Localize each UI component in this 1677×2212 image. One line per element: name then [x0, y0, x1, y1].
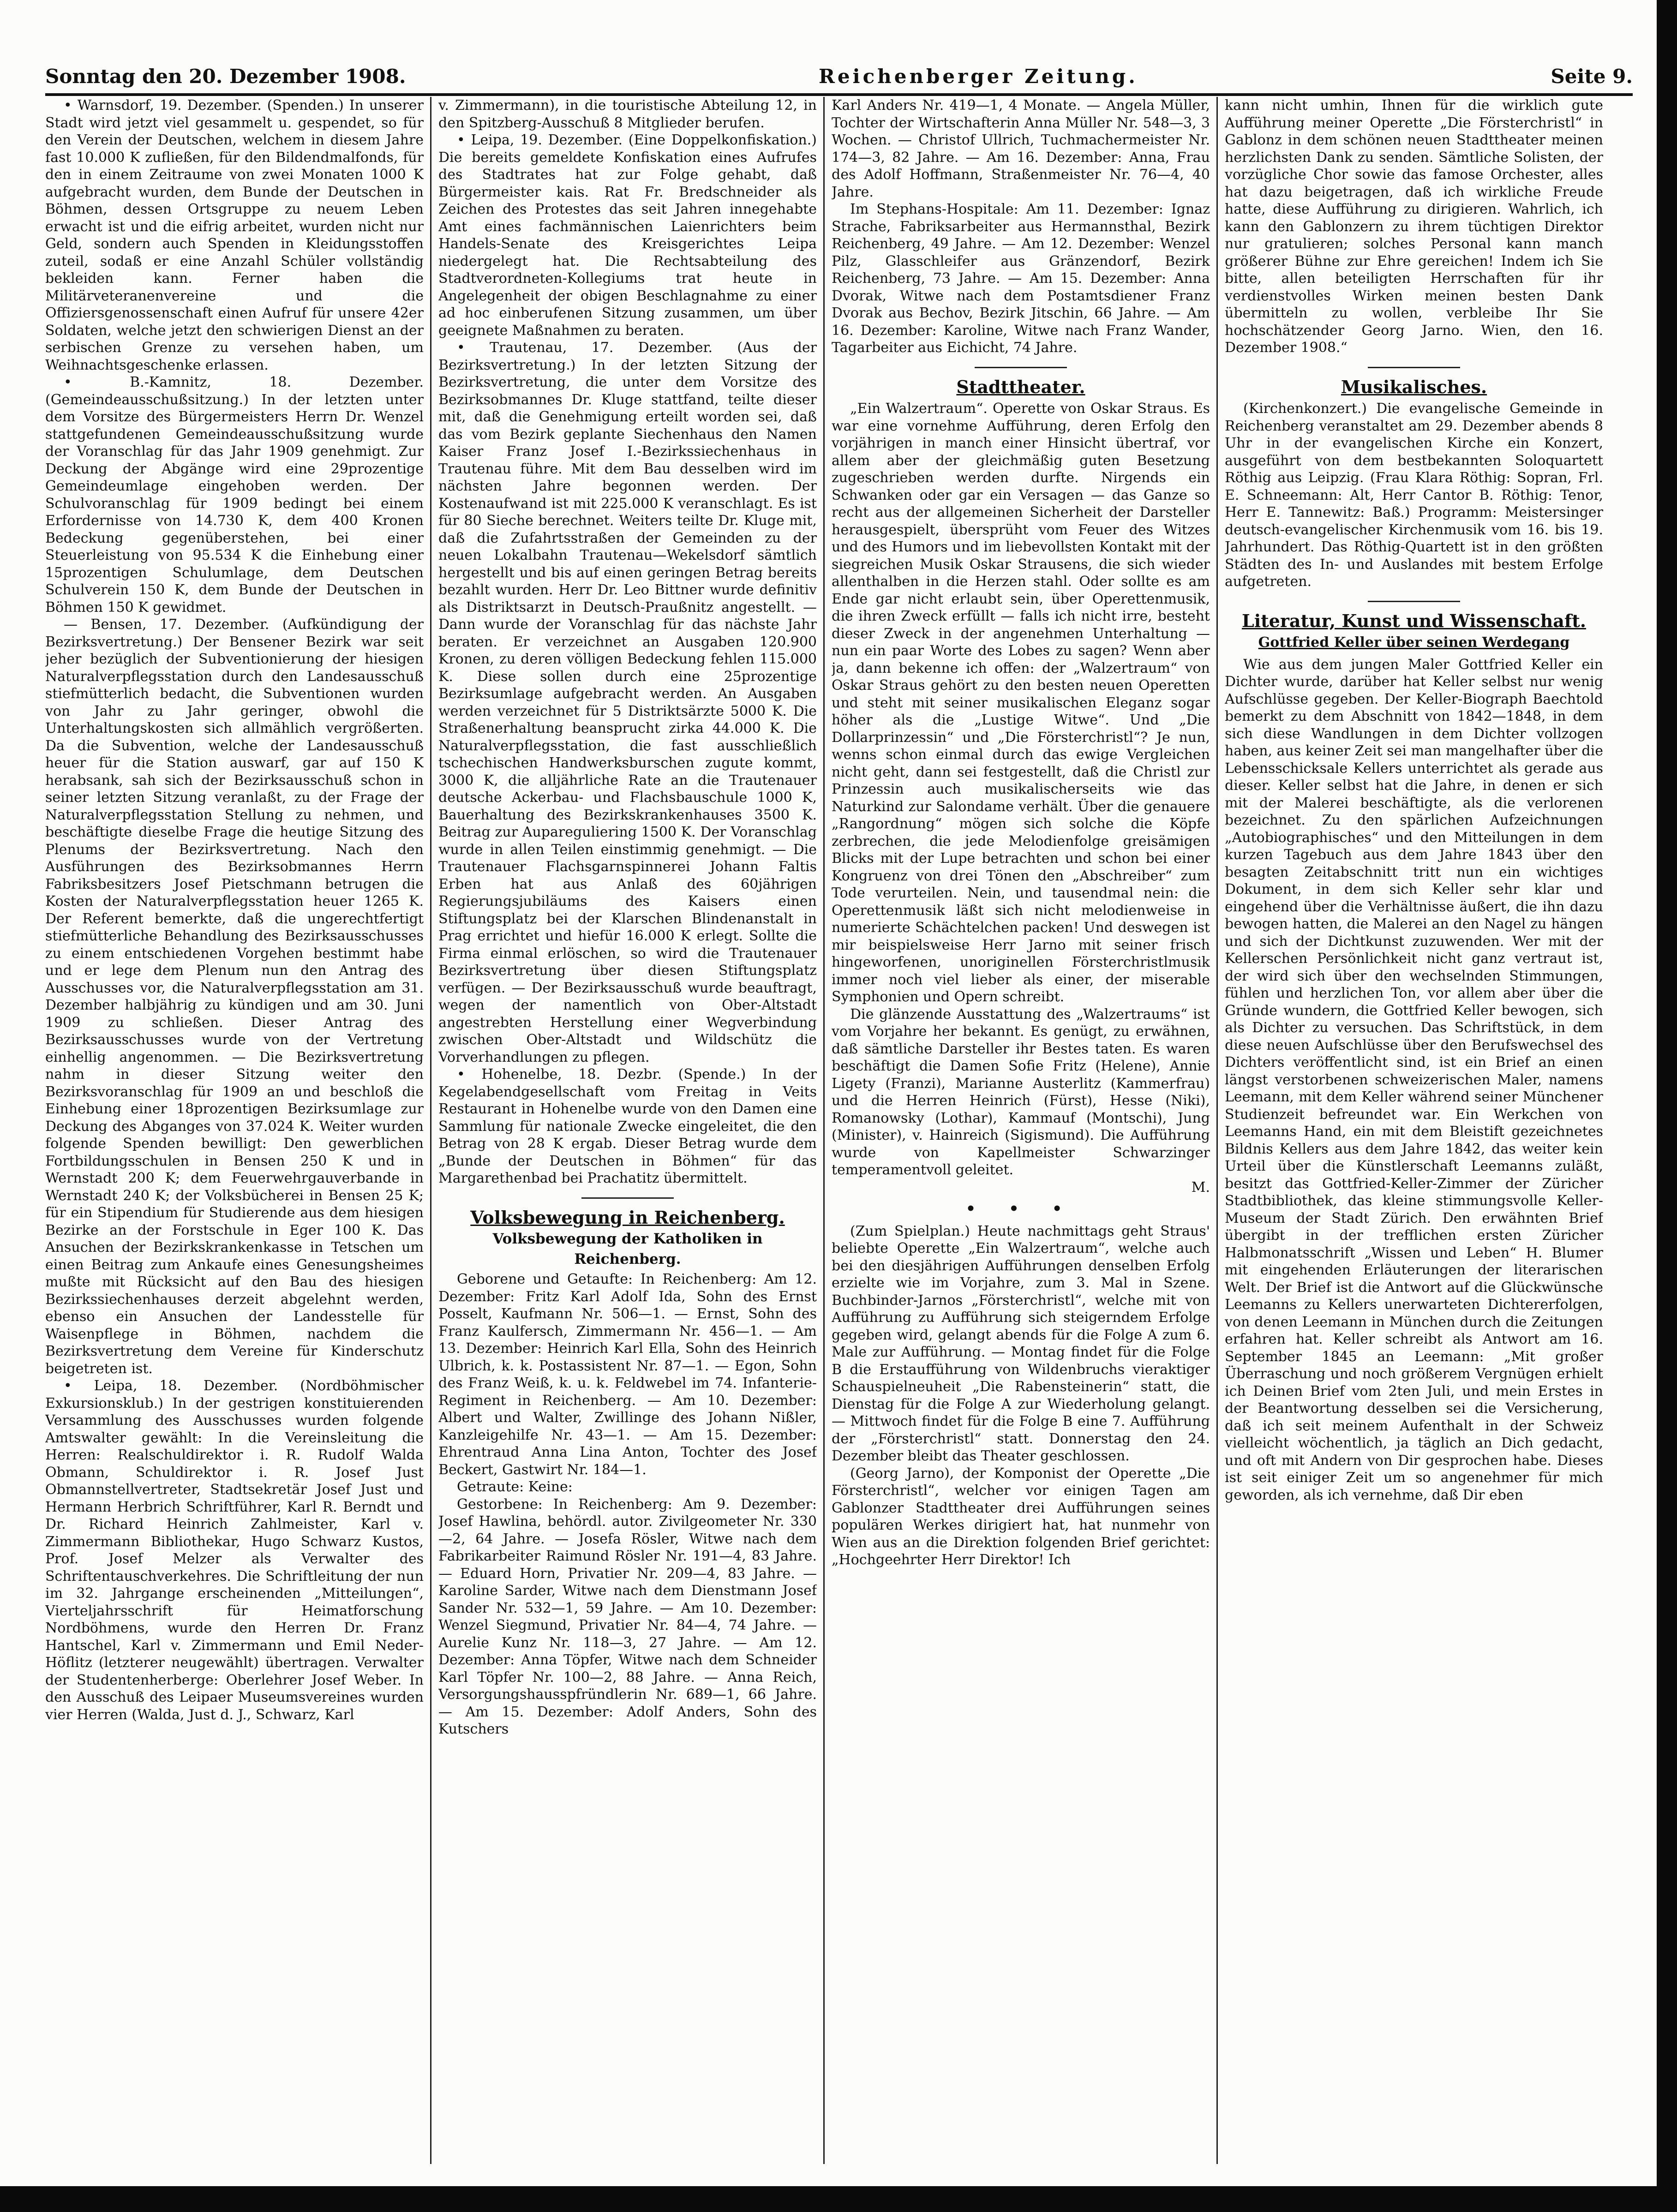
section-subtitle-reichenberg: Reichenberg. — [574, 1250, 681, 1267]
column-2 — [438, 97, 817, 2164]
section-divider — [1368, 601, 1460, 602]
section-divider — [975, 367, 1067, 368]
volks-geborene: Geborene und Getaufte: In Reichenberg: Am 12. Dezember: Fritz Karl Adolf Ida, Sohn des Ernst Posselt, Kaufmann Nr. 506—1. — Ernst, Sohn des Franz Kaulfersch, Zimmermann Nr. 456—1. — Am 13. Dezember: Heinrich Karl Ella, Sohn des Heinrich Ulbrich, k. k. Postassistent Nr. 87—1. — Egon, Sohn des Franz Weiß, k. u. k. Feldwebel im 74. Infanterie-Regiment in Reichenberg. — Am 10. Dezember: Albert und Walter, Zwillinge des Johann Nißler, Kanzleigehilfe Nr. 43—1. — Am 15. Dezember: Ehrentraud Anna Lina Anton, Tochter des Josef Beckert, Gastwirt Nr. 184—1. — [438, 1271, 817, 1478]
jarno-letter-continued: kann nicht umhin, Ihnen für die wirklich gute Aufführung meiner Operette „Die Försterchristl“ in Gablonz in dem schönen neuen Stadttheater meinen herzlichsten Dank zu senden. Sämtliche Solisten, der vorzügliche Chor sowie das famose Orchester, alles hat dazu beigetragen, daß ich wirkliche Freude hatte, diese Aufführung zu dirigieren. Wahrlich, ich kann den Gablonzern zu ihrem tüchtigen Direktor nur gratulieren; solches Personal kann manch größerer Bühne zur Ehre gereichen! Indem ich Sie bitte, allen beteiligten Herrschaften für ihr verdienstvolles Wirken meinen besten Dank übermitteln zu wollen, verbleibe Ihr Sie hochschätzender Georg Jarno. Wien, den 16. Dezember 1908.“ — [1225, 97, 1603, 356]
theater-cast: Die glänzende Ausstattung des „Walzertraums“ ist vom Vorjahre her bekannt. Es genügt, zu erwähnen, daß sämtliche Darsteller ihr Bestes taten. Es waren beschäftigt die Damen Sofie Fritz (Helene), Annie Ligety (Franzi), Marianne Austerlitz (Kammerfrau) und die Herren Heinrich (Fürst), Hesse (Niki), Romanowsky (Lothar), Kammauf (Montschi), Jung (Minister), v. Hainreich (Sigismund). Die Aufführung wurde von Kapellmeister Schwarzinger temperamentvoll geleitet. — [832, 1006, 1210, 1178]
section-subtitle-katholiken: Volksbewegung der Katholiken in — [492, 1231, 763, 1247]
header-masthead: Reichenberger Zeitung. — [819, 65, 1138, 88]
column-divider — [430, 97, 431, 2164]
scan-border-right — [1657, 0, 1677, 2212]
column-3 — [832, 97, 1210, 2164]
section-title-musikalisches: Musikalisches. — [1341, 376, 1487, 397]
header-rule — [45, 93, 1633, 96]
theater-georg-jarno: (Georg Jarno), der Komponist der Operette „Die Försterchristl“, welcher vor einigen Tagen am Gablonzer Stadttheater drei Aufführungen seines populären Werkes dirigiert hat, hat nunmehr von Wien aus an die Direktion folgenden Brief gerichtet: „Hochgeehrter Herr Direktor! Ich — [832, 1465, 1210, 1568]
article-bensen: — Bensen, 17. Dezember. (Aufkündigung der Bezirksvertretung.) Der Bensener Bezirk war seit jeher bezüglich der Subventionierung der hiesigen Naturalverpflegsstation durch den Landesausschuß stiefmütterlich bedacht, die Subventionen wurden von Jahr zu Jahr geringer, obwohl die Unterhaltungskosten sich allmählich vergrößerten. Da die Subvention, welche der Landesausschuß heuer für die Station auswarf, gar auf 150 K herabsank, sah sich der Bezirksausschuß schon in seiner letzten Sitzung veranlaßt, zu der Frage der Naturalverpflegsstation Stellung zu nehmen, und beschäftigte dieselbe Frage die heutige Sitzung des Plenums der Bezirksvertretung. Nach den Ausführungen des Bezirksobmannes Herrn Fabriksbesitzers Josef Pietschmann betrugen die Kosten der Naturalverpflegsstation heuer 1265 K. Der Referent bemerkte, daß die ungerechtfertigt stiefmütterliche Behandlung des Bezirksausschusses zu einem entschiedenen Vorgehen bestimmt habe und er lege dem Plenum nun den Antrag des Ausschusses vor, die Naturalverpflegsstation am 31. Dezember halbjährig zu kündigen und am 30. Juni 1909 zu schließen. Dieser Antrag des Bezirksausschusses wurde von der Vertretung einhellig angenommen. — Die Bezirksvertretung nahm in dieser Sitzung weiter den Bezirksvoranschlag für 1909 an und beschloß die Einhebung einer 18prozentigen Bezirksumlage zur Deckung des Abganges von 37.024 K. Weiter wurden folgende Spenden bewilligt: Den gewerblichen Fortbildungsschulen in Bensen 250 K und in Wernstadt 200 K; dem Feuerwehrgauverbande in Wernstadt 240 K; der Volksbücherei in Bensen 25 K; für ein Stipendium für Studierende aus dem hiesigen Bezirke an der Forstschule in Eger 100 K. Das Ansuchen der Bezirkskrankenkasse in Tetschen um einen Beitrag zum Ankaufe eines Genesungsheimes mußte mit Rücksicht auf den Bau des hiesigen Bezirkssiechenhauses derzeit abgelehnt werden, ebenso ein Ansuchen der Landesstelle für Waisenpflege in Böhmen, nachdem die Bezirksvertretung dem Vereine für Kinderschutz beigetreten ist. — [45, 616, 424, 1377]
literatur-keller-article: Wie aus dem jungen Maler Gottfried Keller ein Dichter wurde, darüber hat Keller selbst nur wenig Aufschlüsse gegeben. Der Keller-Biograph Baechtold bemerkt zu dem Abschnitt von 1842—1848, in dem sich diese Wandlungen in dem Dichter vollzogen haben, aus keiner Zeit sei man mangelhafter über die Lebensschicksale Kellers unterrichtet als gerade aus dieser. Keller selbst hat die Jahre, in denen er sich mit der Malerei beschäftigte, als die verlorenen bezeichnet. Zu den spärlichen Aufzeichnungen „Autobiographisches“ und den Mitteilungen in dem kurzen Tagebuch aus dem Jahre 1843 über den besagten Zeitabschnitt tritt nun ein wichtiges Dokument, in dem sich Keller sehr klar und eingehend über die Verhältnisse äußert, die ihn dazu bewogen hatten, die Malerei an den Nagel zu hängen und sich der Dichtkunst zuzuwenden. Wer mit der Kellerschen Persönlichkeit nicht ganz vertraut ist, der wird sich über den wechselnden Stimmungen, fühlen und herzlichen Ton, vor allem aber über die Gründe wundern, die Gottfried Keller bewogen, sich als Dichter zu versuchen. Das Schriftstück, in dem diese neuen Aufschlüsse über den Berufswechsel des Dichters veröffentlicht sind, ist ein Brief an einen längst verstorbenen schweizerischen Maler, namens Leemann, mit dem Keller während seiner Münchener Studienzeit befreundet war. Ein Werkchen von Leemanns Hand, ein mit dem Bleistift gezeichnetes Bildnis Kellers aus dem Jahre 1842, das weiter kein Urteil über die Künstlerschaft Leemanns zuläßt, besitzt das Gottfried-Keller-Zimmer der Züricher Stadtbibliothek, das kleine stimmungsvolle Keller-Museum der Stadt Zürich. Den erwähnten Brief übergibt in der trefflichen ersten Züricher Halbmonatsschrift „Wissen und Leben“ H. Blumer mit eingehenden Erläuterungen der literarischen Welt. Der Brief ist die Antwort auf die Glückwünsche Leemanns zu Kellers unerwarteten Dichtererfolgen, von denen Leemann in München durch die Zeitungen erfahren hat. Keller schreibt als Antwort am 16. September 1845 an Leemann: „Mit großer Überraschung und noch größerem Vergnügen erhielt ich Deinen Brief vom 2ten Juli, und mein Erstes in der Beantwortung desselben sei die Versicherung, daß ich seit meinem Aufenthalt in der Schweiz vielleicht wöchentlich, ja täglich an Dich gedacht, und oft mit Andern von Dir gesprochen habe. Dieses ist seit einiger Zeit um so angenehmer für mich geworden, als ich vernehme, daß Dir eben — [1225, 656, 1603, 1503]
article-leipa-konfiskation: • Leipa, 19. Dezember. (Eine Doppelkonfiskation.) Die bereits gemeldete Konfiskation eines Aufrufes des Stadtrates hat zur Folge gehabt, daß Bürgermeister kais. Rat Fr. Bredschneider als Zeichen des Protestes das seit Jahren innegehabte Amt eines fachmännischen Laienrichters beim Handels-Senate des Kreisgerichtes Leipa niedergelegt hat. Die Rechtsabteilung des Stadtverordneten-Kollegiums trat heute in Angelegenheit der obigen Beschlagnahme zu einer ad hoc einberufenen Sitzung zusammen, um über geeignete Maßnahmen zu beraten. — [438, 132, 817, 339]
separator-stars: • • • — [965, 1200, 1076, 1218]
volks-hospital: Im Stephans-Hospitale: Am 11. Dezember: Ignaz Strache, Fabriksarbeiter aus Hermannsthal, Bezirk Reichenberg, 49 Jahre. — Am 12. Dezember: Wenzel Pilz, Glasschleifer aus Gränzendorf, Bezirk Reichenberg, 73 Jahre. — Am 15. Dezember: Anna Dvorak, Witwe nach dem Postamtsdiener Franz Dvorak aus Bechov, Bezirk Jitschin, 66 Jahre. — Am 16. Dezember: Karoline, Witwe nach Franz Wander, Tagarbeiter aus Eichicht, 74 Jahre. — [832, 201, 1210, 356]
section-divider — [581, 1197, 674, 1199]
article-trautenau: • Trautenau, 17. Dezember. (Aus der Bezirksvertretung.) In der letzten Sitzung der Bezirksvertretung, die unter dem Vorsitze des Bezirksobmannes Dr. Kluge stattfand, teilte dieser mit, daß die Genehmigung erteilt worden sei, daß das vom Bezirk geplante Siechenhaus den Namen Kaiser Franz Josef I.-Bezirkssiechenhaus in Trautenau führe. Mit dem Bau desselben wird im nächsten Jahre begonnen werden. Der Kostenaufwand ist mit 225.000 K veranschlagt. Es ist für 80 Sieche berechnet. Weiters teilte Dr. Kluge mit, daß die Zufahrtsstraßen der Gemeinden zu der neuen Lokalbahn Trautenau—Wekelsdorf sämtlich hergestellt und bis auf einen geringen Betrag bereits bezahlt wurden. Herr Dr. Leo Bittner wurde definitiv als Distriktsarzt in Deutsch-Praußnitz angestellt. — Dann wurde der Voranschlag für das nächste Jahr beraten. Er verzeichnet an Ausgaben 120.900 Kronen, zu deren völligen Bedeckung fehlen 115.000 K. Diese sollen durch eine 25prozentige Bezirksumlage aufgebracht werden. An Ausgaben werden verzeichnet für 5 Distriktsärzte 5000 K. Die Straßenerhaltung beansprucht zirka 44.000 K. Die Naturalverpflegsstation, die fast ausschließlich tschechischen Handwerksburschen zugute kommt, 3000 K, die alljährliche Rate an die Trautenauer deutsche Ackerbau- und Flachsbauschule 1000 K, Bauerhaltung des Bezirkskrankenhauses 3500 K. Beitrag zur Aupareguliering 1500 K. Der Voranschlag wurde in allen Teilen einstimmig genehmigt. — Die Trautenauer Flachsgarnspinnerei Johann Faltis Erben hat aus Anlaß des 60jährigen Regierungsjubiläums des Kaisers einen Stiftungsplatz bei der Klarschen Blindenanstalt in Prag errichtet und hiefür 16.000 K erlegt. Sollte die Firma einmal erlöschen, so wird die Trautenauer Bezirksvertretung über diesen Stiftungsplatz verfügen. — Der Bezirksausschuß wurde beauftragt, wegen der namentlich von Ober-Altstadt angestrebten Herstellung einer Wegverbindung zwischen Ober-Altstadt und Wildschütz die Vorverhandlungen zu pflegen. — [438, 340, 817, 1065]
section-subtitle-keller: Gottfried Keller über seinen Werdegang — [1258, 634, 1570, 651]
section-title-stadttheater: Stadttheater. — [956, 376, 1085, 397]
volks-gestorbene: Gestorbene: In Reichenberg: Am 9. Dezember: Josef Hawlina, behördl. autor. Zivilgeometer Nr. 330—2, 64 Jahre. — Josefa Rösler, Witwe nach dem Fabrikarbeiter Raimund Rösler Nr. 191—4, 83 Jahre. — Eduard Horn, Privatier Nr. 209—4, 83 Jahre. — Karoline Sarder, Witwe nach dem Dienstmann Josef Sander Nr. 532—1, 59 Jahre. — Am 10. Dezember: Wenzel Siegmund, Privatier Nr. 84—4, 74 Jahre. — Aurelie Kunz Nr. 118—3, 27 Jahre. — Am 12. Dezember: Anna Töpfer, Witwe nach dem Schneider Karl Töpfer Nr. 100—2, 88 Jahre. — Anna Reich, Versorgungshausspfründlerin Nr. 689—1, 66 Jahre. — Am 15. Dezember: Adolf Anders, Sohn des Kutschers — [438, 1496, 817, 1737]
section-title-literatur: Literatur, Kunst und Wissenschaft. — [1241, 610, 1587, 631]
article-b-kamnitz: • B.-Kamnitz, 18. Dezember. (Gemeindeausschußsitzung.) In der letzten unter dem Vorsitze des Bürgermeisters Herrn Dr. Wenzel stattgefundenen Gemeindeausschußsitzung wurde der Voranschlag für das Jahr 1909 genehmigt. Zur Deckung der Abgänge wird eine 29prozentige Gemeindeumlage eingehoben werden. Der Schulvoranschlag für 1909 bedingt bei einem Erfordernisse von 14.730 K, dem 400 Kronen Bedeckung gegenüberstehen, bei einer Steuerleistung von 95.534 K die Einhebung einer 15prozentigen Schulumlage, dem Deutschen Schulverein 150 K, dem Bunde der Deutschen in Böhmen 150 K gewidmet. — [45, 374, 424, 616]
header-page-number: Seite 9. — [1551, 65, 1633, 88]
header-date: Sonntag den 20. Dezember 1908. — [45, 65, 406, 88]
page-header — [45, 60, 1633, 92]
article-warnsdorf: • Warnsdorf, 19. Dezember. (Spenden.) In unserer Stadt wird jetzt viel gesammelt u. gespendet, so für den Verein der Deutschen, welchem in diesem Jahre fast 10.000 K zufließen, für den Bildendmalfonds, für den in einem Zeitraume von zwei Monaten 1000 K aufgebracht wurden, dem Bunde der Deutschen in Böhmen, dessen Ortsgruppe zu neuem Leben erwacht ist und die eifrig arbeitet, wurden nicht nur Geld, sondern auch Spenden in Kleidungsstoffen zuteil, sodaß er eine Anzahl Schüler vollständig bekleiden kann. Ferner haben die Militärveteranenvereine und die Offiziersgenossenschaft einen Aufruf für unsere 42er Soldaten, welche jetzt den schwierigen Dienst an der serbischen Grenze zu versehen haben, um Weihnachtsgeschenke erlassen. — [45, 97, 424, 373]
column-1 — [45, 97, 424, 2164]
article-leipa-exkursionsklub: • Leipa, 18. Dezember. (Nordböhmischer Exkursionsklub.) In der gestrigen konstituierenden Versammlung des Ausschusses wurden folgende Amtswalter gewählt: In die Vereinsleitung die Herren: Realschuldirektor i. R. Rudolf Walda Obmann, Schuldirektor i. R. Josef Just Obmannstellvertreter, Stadtsekretär Josef Just und Hermann Herbrich Schriftführer, Karl R. Berndt und Dr. Richard Heinrich Zahlmeister, Karl v. Zimmermann Bibliothekar, Hugo Schwarz Kustos, Prof. Josef Melzer als Verwalter des Schriftentauschverkehres. Die Schriftleitung der nun im 32. Jahrgange erscheinenden „Mitteilungen“, Vierteljahrsschrift für Heimatforschung Nordböhmens, wurde den Herren Dr. Franz Hantschel, Karl v. Zimmermann und Emil Neder-Höflitz (letzterer neugewählt) übertragen. Verwalter der Studentenherberge: Oberlehrer Josef Weber. In den Ausschuß des Leipaer Museumsvereines wurden vier Herren (Walda, Just d. J., Schwarz, Karl — [45, 1378, 424, 1723]
theater-spielplan: (Zum Spielplan.) Heute nachmittags geht Straus' beliebte Operette „Ein Walzertraum“, welche auch bei den diesjährigen Aufführungen denselben Erfolg erzielte wie im Vorjahre, zum 3. Mal in Szene. Buchbinder-Jarnos „Försterchristl“, welche mit von Aufführung zu Aufführung sich steigerndem Erfolge gegeben wird, gelangt abends für die Folge A zum 6. Male zur Aufführung. — Montag findet für die Folge B die Erstaufführung von Wildenbruchs vieraktiger Schauspielneuheit „Die Rabensteinerin“ statt, die Dienstag für die Folge A zur Wiederholung gelangt. — Mittwoch findet für die Folge B eine 7. Aufführung der „Försterchristl“ statt. Donnerstag den 24. Dezember bleibt das Theater geschlossen. — [832, 1223, 1210, 1464]
column-4 — [1225, 97, 1603, 2164]
section-divider — [1368, 367, 1460, 368]
theater-review: „Ein Walzertraum“. Operette von Oskar Straus. Es war eine vornehme Aufführung, deren Erfolg den vorjährigen in manch einer Hinsicht übertraf, vor allem aber der gleichmäßig guten Besetzung zugeschrieben werden durfte. Nirgends ein Schwanken oder gar ein Versagen — das Ganze so recht aus der allgemeinen Sicherheit der Darsteller herausgespielt, übersprüht vom Feuer des Witzes und des Humors und im liebevollsten Kontakt mit der siegreichen Musik Oskar Strausens, die sich wieder allenthalben in die Herzen stahl. Oder sollte es am Ende gar nicht erlaubt sein, über Operettenmusik, die ihren Zweck erfüllt — falls ich nicht irre, besteht dieser Zweck in der angenehmen Unterhaltung — nun ein paar Worte des Lobes zu sagen? Wenn aber ja, dann bekenne ich offen: der „Walzertraum“ von Oskar Straus gehört zu den besten neuen Operetten und steht mit seiner musikalischen Eleganz sogar höher als die „Lustige Witwe“. Und „Die Dollarprinzessin“ und „Die Försterchristl“? Je nun, wenns schon einmal durch das ewige Vergleichen nicht geht, dann sei festgestellt, daß die Christl zur Prinzessin auch musikalischerseits wie das Naturkind zur Salondame verhält. Über die genauere „Rangordnung“ mögen sich solche die Köpfe zerbrechen, die jede Melodienfolge greisämigen Blicks mit der Lupe betrachten und schon bei einer Kongruenz von drei Tönen den „Abschreiber“ zum Tode verurteilen. Nein, und tausendmal nein: die Operettenmusik läßt sich nicht melodienweise in numerierte Schächtelchen packen! Und deswegen ist mir beispielsweise Herr Jarno mit seiner frisch hingeworfenen, unoriginellen Försterchristlmusik immer noch viel lieber als einer, der miserable Symphonien und Opern schreibt. — [832, 401, 1210, 1005]
scan-border-bottom — [0, 2186, 1677, 2212]
article-leipa-continued: v. Zimmermann), in die touristische Abteilung 12, in den Spitzberg-Ausschuß 8 Mitglieder berufen. — [438, 97, 817, 131]
review-signature: M. — [1191, 1179, 1210, 1196]
volks-getraute: Getraute: Keine: — [457, 1479, 573, 1495]
article-hohenelbe: • Hohenelbe, 18. Dezbr. (Spende.) In der Kegelabendgesellschaft vom Freitag in Veits Restaurant in Hohenelbe wurde von den Damen eine Sammlung für nationale Zwecke eingeleitet, die den Betrag von 28 K ergab. Dieser Betrag wurde dem „Bunde der Deutschen in Böhmen“ für das Margarethenbad bei Prachatitz übermittelt. — [438, 1066, 817, 1186]
column-divider — [823, 97, 825, 2164]
musik-kirchenkonzert: (Kirchenkonzert.) Die evangelische Gemeinde in Reichenberg veranstaltet am 29. Dezember abends 8 Uhr in der evangelischen Kirche ein Konzert, ausgeführt von dem bestbekannten Soloquartett Röthig aus Leipzig. (Frau Klara Röthig: Sopran, Frl. E. Schneemann: Alt, Herr Cantor B. Röthig: Tenor, Herr E. Tannewitz: Baß.) Programm: Meistersinger deutsch-evangelischer Kirchenmusik vom 16. bis 19. Jahrhundert. Das Röthig-Quartett ist in den größten Städten des In- und Auslandes mit bestem Erfolge aufgetreten. — [1225, 401, 1603, 590]
volks-continued: Karl Anders Nr. 419—1, 4 Monate. — Angela Müller, Tochter der Wirtschafterin Anna Müller Nr. 548—3, 3 Wochen. — Christof Ullrich, Tuchmachermeister Nr. 174—3, 82 Jahre. — Am 16. Dezember: Anna, Frau des Adolf Hoffmann, Straßenmeister Nr. 76—4, 40 Jahre. — [832, 97, 1210, 200]
section-title-volksbewegung: Volksbewegung in Reichenberg. — [470, 1207, 785, 1228]
column-divider — [1216, 97, 1218, 2164]
